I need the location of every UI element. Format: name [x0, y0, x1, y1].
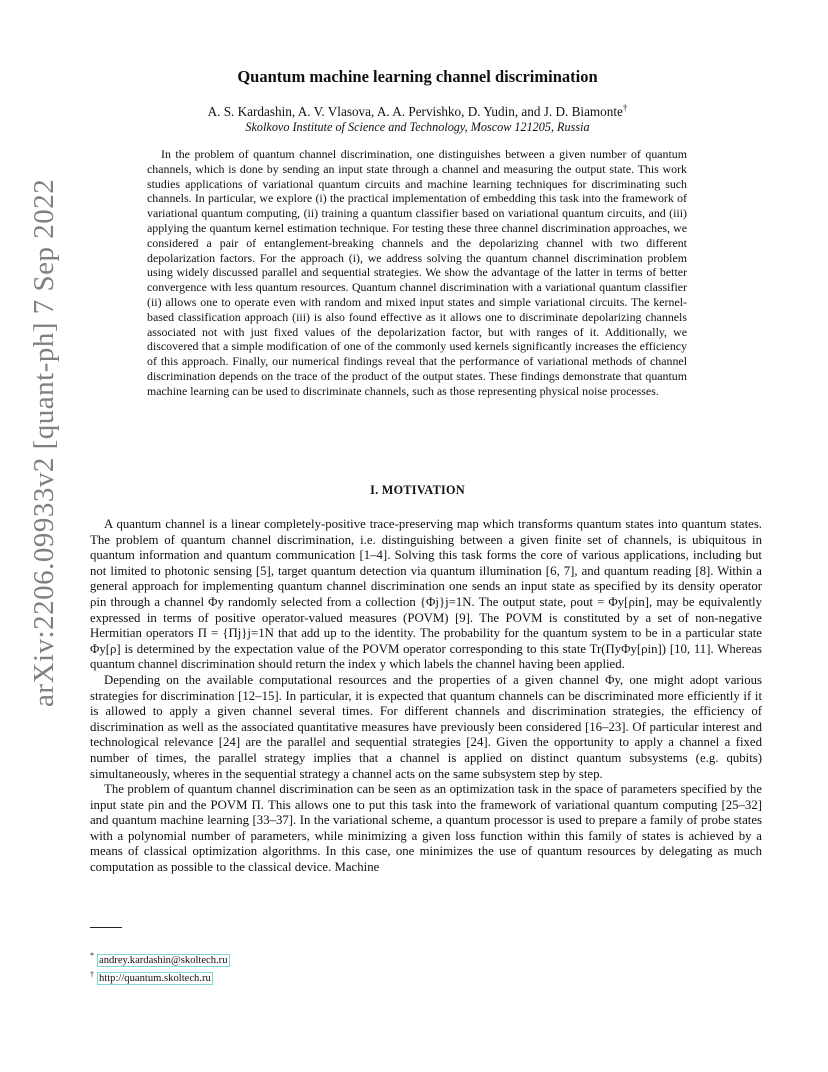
email-link[interactable]: andrey.kardashin@skoltech.ru: [99, 954, 228, 966]
author-names: A. S. Kardashin, A. V. Vlasova, A. A. Pervishko, D. Yudin, and J. D. Biamonte: [207, 104, 623, 119]
footnote-website: [90, 968, 230, 987]
paragraph: The problem of quantum channel discrimination can be seen as an optimization task in the space of parameters specified by the input state ρin and the POVM Π. This allows one to put this task into the framework of variational quantum computing [25–32] and quantum machine learning [33–37]. In the variational scheme, a quantum processor is used to prepare a family of probe states with a polynomial number of parameters, while minimizing a given loss function within this family of states is achieved by a means of classical optimization algorithms. In this case, one minimizes the use of quantum resources by delegating as much computation as possible to the classical device. Machine: [90, 782, 762, 875]
website-link[interactable]: http://quantum.skoltech.ru: [99, 973, 211, 985]
author-footnote-mark[interactable]: †: [622, 102, 628, 113]
body-text: [90, 517, 762, 876]
abstract: In the problem of quantum channel discrimination, one distinguishes between a given number of quantum channels, which is done by sending an input state through a channel and measuring the output state. This work studies applications of variational quantum circuits and machine learning techniques for discriminating such channels. In particular, we explore (i) the practical implementation of embedding this task into the framework of variational quantum computing, (ii) training a quantum classifier based on variational quantum circuits, and (iii) applying the quantum kernel estimation technique. For testing these three channel discrimination approaches, we considered a pair of entanglement-breaking channels and the depolarizing channel with two different depolarization factors. For the approach (i), we address solving the quantum channel discrimination problem using widely discussed parallel and sequential strategies. We show the advantage of the latter in terms of better convergence with less quantum resources. Quantum channel discrimination with a variational quantum classifier (ii) allows one to operate even with random and mixed input states and simple variational circuits. The kernel-based classification approach (iii) is also found effective as it allows one to discriminate depolarizing channels associated not with just fixed values of the depolarization factor, but with ranges of it. Additionally, we discovered that a simple modification of one of the commonly used kernels significantly increases the efficiency of this approach. Finally, our numerical findings reveal that the performance of variational methods of channel discrimination depends on the trace of the product of the output states. These findings demonstrate that quantum machine learning can be used to discriminate channels, such as those representing physical noise processes.: [147, 147, 687, 398]
arxiv-stamp: arXiv:2206.09933v2 [quant-ph] 7 Sep 2022: [28, 178, 60, 707]
affiliation: Skolkovo Institute of Science and Technology, Moscow 121205, Russia: [245, 120, 590, 134]
paragraph: Depending on the available computational resources and the properties of a given channel Φy, one might adopt various strategies for discrimination [12–15]. In particular, it is expected that quantum channels can be discriminated more efficiently if it is allowed to apply a given channel several times. For different channels and discrimination strategies, the efficiency of discrimination as well as the associated quantitative measures have previously been considered [16–23]. Of particular interest and technological relevance [24] are the parallel and sequential strategies [24]. Given the opportunity to apply a channel a fixed number of times, the parallel strategy implies that a channel is applied on distinct quantum subsystems (e.g. qubits) simultaneously, wheres in the sequential strategy a channel acts on the same subsystem step by step.: [90, 672, 762, 781]
paragraph: A quantum channel is a linear completely-positive trace-preserving map which transforms quantum states into quantum states. The problem of quantum channel discrimination, i.e. distinguishing between a given finite set of channels, is ubiquitous in quantum information and quantum communication [1–4]. Solving this task forms the core of various applications, including but not limited to photonic sensing [5], target quantum detection via quantum illumination [6, 7], and quantum reading [8]. Within a general approach for implementing quantum channel discrimination one sends an input state as specified by its density operator ρin through a channel Φy randomly selected from a collection {Φj}j=1N. The output state, ρout = Φy[ρin], may be equivalently expressed in terms of positive operator-valued measures (POVM) [9]. The POVM is constituted by a set of non-negative Hermitian operators Π = {Πj}j=1N that add up to the identity. The probability for the quantum system to be in a particular state Φy[ρ] is determined by the expectation value of the POVM operator corresponding to this state Tr(ΠyΦy[ρin]) [10, 11]. Whereas quantum channel discrimination should return the index y which labels the channel having been applied.: [90, 517, 762, 672]
footnotes: [90, 949, 230, 986]
footnote-rule: [90, 927, 122, 928]
section-heading: I. MOTIVATION: [370, 483, 465, 497]
author-list: [100, 104, 735, 120]
paper-title: Quantum machine learning channel discrimination: [237, 67, 598, 86]
footnote-symbol: *: [90, 951, 94, 960]
footnote-email: [90, 949, 230, 968]
footnote-symbol: †: [90, 969, 94, 979]
